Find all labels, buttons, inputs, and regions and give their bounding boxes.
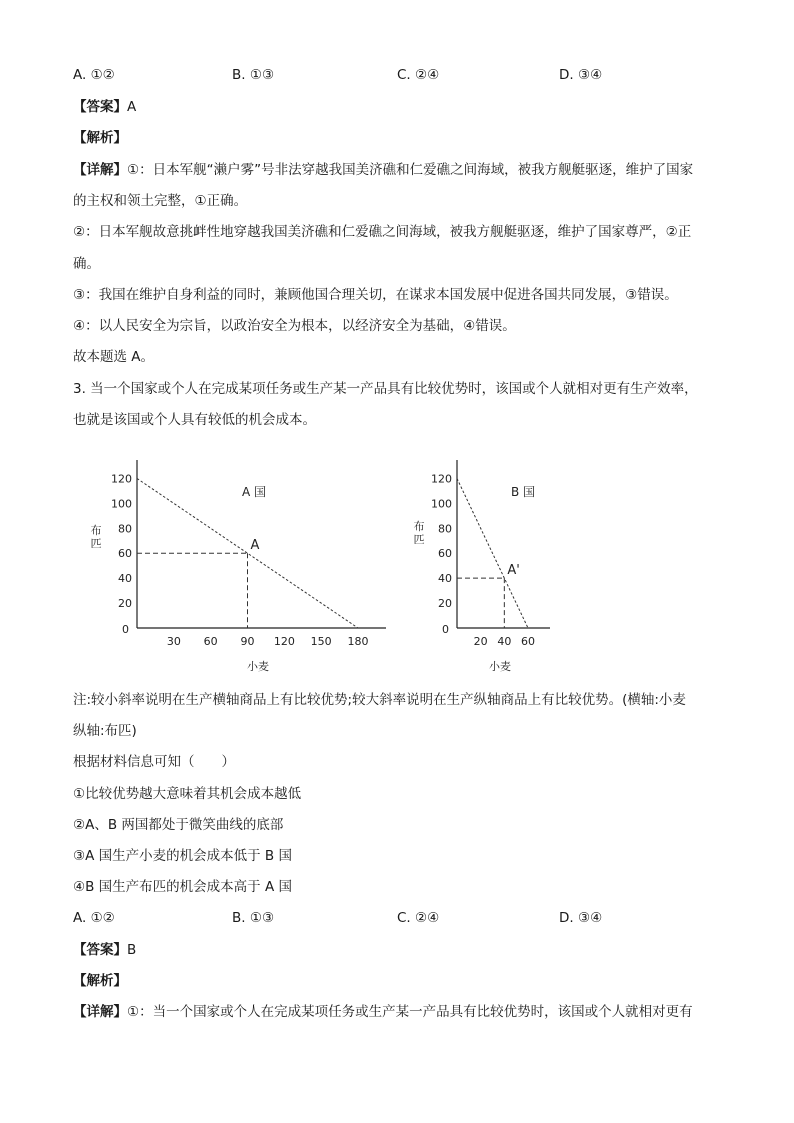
q3-detail-line-1 (73, 1002, 693, 1022)
answer-tag: 【答案】 (73, 942, 127, 958)
detail-tag: 【详解】 (73, 162, 127, 178)
q3-ask: 根据材料信息可知（ ） (73, 754, 235, 770)
q3-statement-4: ④B 国生产布匹的机会成本高于 A 国 (73, 879, 292, 895)
y-tick-label: 100 (431, 497, 452, 511)
origin-label: 0 (122, 623, 129, 636)
q3-statement-3: ③A 国生产小麦的机会成本低于 B 国 (73, 848, 292, 864)
x-axis-label: 小麦 (489, 660, 511, 673)
q2-option-d: D. ③④ (559, 67, 603, 83)
x-tick-label: 60 (203, 635, 218, 648)
q3-option-d: D. ③④ (559, 910, 603, 926)
q3-note-line-1: 注:较小斜率说明在生产横轴商品上有比较优势;较大斜率说明在生产纵轴商品上有比较优势。(横轴:小麦 (73, 692, 686, 708)
y-tick-label: 80 (118, 522, 132, 536)
y-axis-label: 匹 (90, 537, 102, 550)
q2-analysis-tag: 【解析】 (73, 130, 127, 146)
q3-analysis-tag: 【解析】 (73, 973, 127, 989)
q3-option-b: B. ①③ (232, 910, 275, 926)
x-tick-label: 150 (310, 635, 332, 648)
q2-option-b: B. ①③ (232, 67, 275, 83)
y-tick-label: 40 (118, 572, 132, 586)
x-tick-label: 40 (497, 635, 512, 648)
y-tick-label: 100 (111, 497, 132, 511)
q2-option-a: A. ①② (73, 67, 115, 83)
y-axis-label: 布 (90, 524, 102, 537)
q3-statement-1: ①比较优势越大意味着其机会成本越低 (73, 786, 302, 802)
y-tick-label: 60 (438, 547, 452, 561)
x-tick-label: 60 (521, 635, 535, 648)
y-axis-label: 匹 (413, 533, 425, 546)
origin-label: 0 (442, 623, 449, 636)
y-tick-label: 80 (438, 522, 452, 536)
chart-a (80, 448, 410, 678)
x-tick-label: 180 (347, 635, 369, 648)
x-tick-label: 20 (473, 635, 488, 648)
q2-conclusion: 故本题选 A。 (73, 349, 155, 365)
detail-text: ①：当一个国家或个人在完成某项任务或生产某一产品具有比较优势时，该国或个人就相对更有 (127, 1004, 693, 1020)
y-tick-label: 120 (431, 472, 452, 486)
q2-detail-line-4: 确。 (73, 256, 100, 272)
y-tick-label: 40 (438, 572, 452, 586)
q3-stem-line-2: 也就是该国或个人具有较低的机会成本。 (73, 412, 316, 428)
y-axis-label: 布 (413, 520, 425, 533)
q3-note-line-2: 纵轴:布匹) (73, 723, 137, 739)
x-tick-label: 120 (273, 635, 295, 648)
detail-text: ①：日本军舰“濑户雾”号非法穿越我国美济礁和仁爱礁之间海域，被我方舰艇驱逐，维护了国家 (127, 162, 694, 178)
q3-stem-line-1: 3. 当一个国家或个人在完成某项任务或生产某一产品具有比较优势时，该国或个人就相对更有生产效率， (73, 381, 698, 397)
y-tick-label: 20 (118, 597, 132, 611)
q2-answer (73, 97, 136, 117)
q2-option-c: C. ②④ (397, 67, 440, 83)
q3-answer (73, 940, 136, 960)
point-label: A (250, 538, 260, 554)
ppf-line (457, 478, 528, 628)
q2-detail-line-3: ②：日本军舰故意挑衅性地穿越我国美济礁和仁爱礁之间海域，被我方舰艇驱逐，维护了国家尊严，②正 (73, 224, 692, 240)
detail-tag: 【详解】 (73, 1004, 127, 1020)
y-tick-label: 120 (111, 472, 132, 486)
x-tick-label: 90 (240, 635, 255, 648)
answer-value: B (127, 942, 137, 958)
chart-b (405, 448, 555, 678)
q3-option-c: C. ②④ (397, 910, 440, 926)
answer-tag: 【答案】 (73, 99, 127, 115)
q3-option-a: A. ①② (73, 910, 115, 926)
x-axis-label: 小麦 (247, 660, 269, 673)
point-label: A' (507, 563, 520, 579)
q2-detail-line-1 (73, 160, 693, 180)
answer-value: A (127, 99, 137, 115)
y-tick-label: 60 (118, 547, 132, 561)
chart-title: B 国 (511, 485, 536, 499)
x-tick-label: 30 (166, 635, 181, 648)
y-tick-label: 20 (438, 597, 452, 611)
q2-detail-line-2: 的主权和领土完整，①正确。 (73, 193, 248, 209)
chart-title: A 国 (242, 485, 267, 499)
q3-statement-2: ②A、B 两国都处于微笑曲线的底部 (73, 817, 284, 833)
q2-detail-line-5: ③：我国在维护自身利益的同时，兼顾他国合理关切，在谋求本国发展中促进各国共同发展，③错误。 (73, 287, 678, 303)
q2-detail-line-6: ④：以人民安全为宗旨，以政治安全为根本，以经济安全为基础，④错误。 (73, 318, 516, 334)
